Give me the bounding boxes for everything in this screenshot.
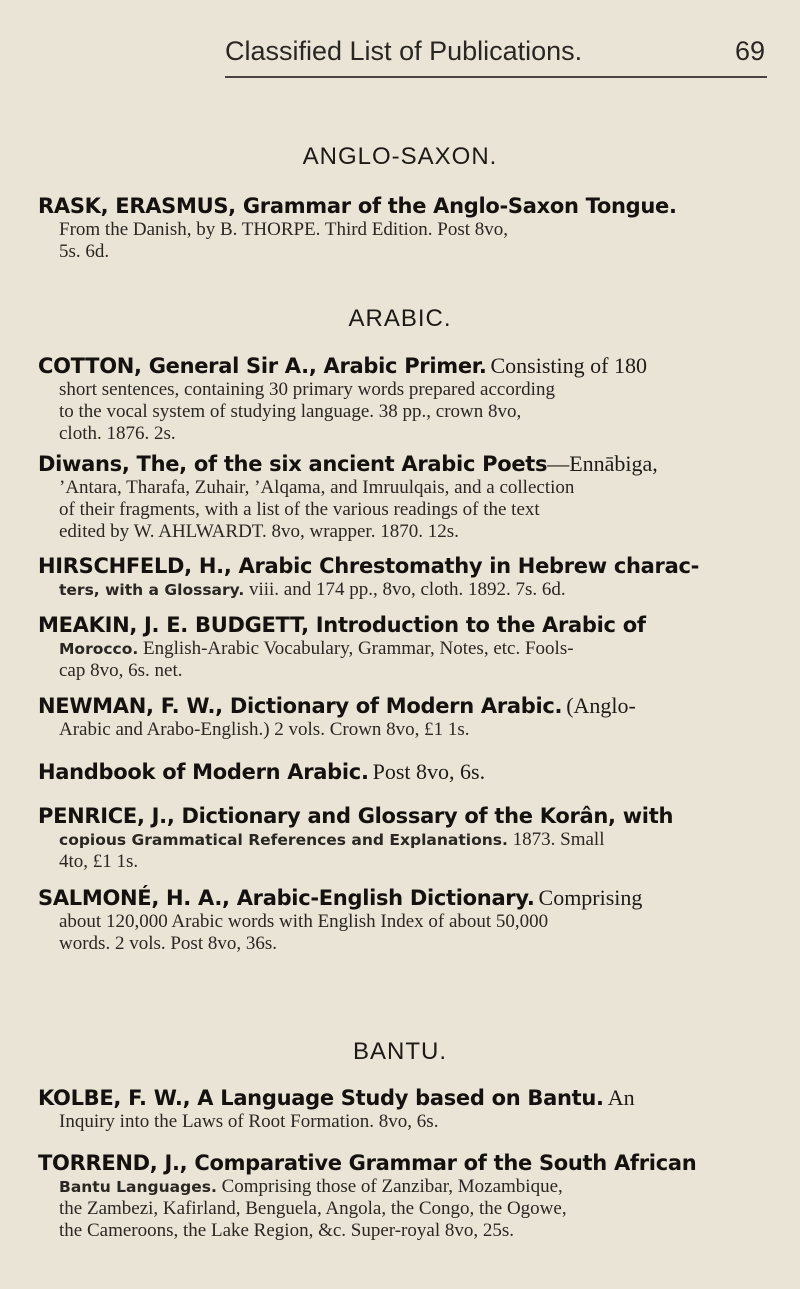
entry-heading-tail: Post 8vo, 6s. (372, 759, 486, 784)
entry-heading-tail: (Anglo- (566, 693, 636, 718)
running-head (225, 34, 765, 68)
entry-heading: KOLBE, F. W., A Language Study based on Bantu. (38, 1086, 604, 1110)
entry-handbook (38, 759, 766, 785)
entry-line: 1873. Small (507, 829, 605, 850)
entry-line-bold: ters, with a Glossary. (59, 581, 245, 599)
section-heading-bantu: BANTU. (352, 1038, 447, 1065)
entry-kolbe (38, 1085, 766, 1133)
entry-heading: SALMONÉ, H. A., Arabic-English Dictionary. (38, 886, 535, 910)
entry-line: English-Arabic Vocabulary, Grammar, Notes, etc. Fools- (138, 638, 574, 659)
entry-line: the Zambezi, Kafirland, Benguela, Angola, the Congo, the Ogowe, (59, 1198, 567, 1219)
entry-line: Comprising those of Zanzibar, Mozambique, (216, 1176, 563, 1197)
entry-line: to the vocal system of studying language. 38 pp., crown 8vo, (59, 401, 522, 422)
entry-line: words. 2 vols. Post 8vo, 36s. (59, 933, 277, 954)
entry-penrice (38, 803, 766, 873)
entry-torrend (38, 1150, 766, 1242)
entry-heading: TORREND, J., Comparative Grammar of the South African (38, 1151, 697, 1175)
running-head-title: Classified List of Publications. (225, 36, 583, 66)
page-number: 69 (734, 36, 765, 66)
entry-heading-tail: Consisting of 180 (490, 353, 647, 378)
entry-heading-tail: —Ennābiga, (547, 451, 658, 476)
entry-line: the Cameroons, the Lake Region, &c. Super-royal 8vo, 25s. (59, 1220, 514, 1241)
entry-heading: Diwans, The, of the six ancient Arabic Poets (38, 452, 548, 476)
entry-line: Inquiry into the Laws of Root Formation. 8vo, 6s. (59, 1111, 439, 1132)
section-heading-anglo-saxon: ANGLO-SAXON. (302, 143, 498, 170)
entry-line: cap 8vo, 6s. net. (59, 660, 183, 681)
section-heading-arabic: ARABIC. (348, 305, 452, 332)
entry-line-bold: copious Grammatical References and Explanations. (59, 831, 508, 849)
header-rule (225, 76, 767, 78)
entry-line: cloth. 1876. 2s. (59, 423, 176, 444)
entry-cotton (38, 353, 766, 445)
entry-heading: HIRSCHFELD, H., Arabic Chrestomathy in Hebrew charac- (38, 554, 700, 578)
entry-line: viii. and 174 pp., 8vo, cloth. 1892. 7s. 6d. (244, 579, 566, 600)
entry-rask (38, 193, 766, 263)
entry-line: short sentences, containing 30 primary words prepared according (59, 379, 555, 400)
entry-line: 4to, £1 1s. (59, 851, 139, 872)
entry-diwans (38, 451, 766, 543)
entry-line: about 120,000 Arabic words with English Index of about 50,000 (59, 911, 549, 932)
entry-heading-tail: Comprising (538, 885, 643, 910)
entry-salmone (38, 885, 766, 955)
entry-heading: MEAKIN, J. E. BUDGETT, Introduction to the Arabic of (38, 613, 646, 637)
entry-line: ’Antara, Tharafa, Zuhair, ’Alqama, and Imruulqais, and a collection (59, 477, 575, 498)
entry-line: of their fragments, with a list of the various readings of the text (59, 499, 540, 520)
entry-heading: RASK, ERASMUS, Grammar of the Anglo-Saxon Tongue. (38, 194, 677, 218)
entry-heading-tail: An (607, 1085, 635, 1110)
entry-line-bold: Morocco. (59, 640, 139, 658)
entry-heading: Handbook of Modern Arabic. (38, 760, 369, 784)
entry-line: Arabic and Arabo-English.) 2 vols. Crown 8vo, £1 1s. (59, 719, 470, 740)
entry-line: edited by W. AHLWARDT. 8vo, wrapper. 1870. 12s. (59, 521, 459, 542)
entry-line-bold: Bantu Languages. (59, 1178, 217, 1196)
entry-heading: COTTON, General Sir A., Arabic Primer. (38, 354, 487, 378)
entry-heading: PENRICE, J., Dictionary and Glossary of the Korân, with (38, 804, 674, 828)
entry-heading: NEWMAN, F. W., Dictionary of Modern Arabic. (38, 694, 563, 718)
entry-hirschfeld (38, 553, 766, 601)
entry-line: From the Danish, by B. THORPE. Third Edition. Post 8vo, (59, 219, 508, 240)
entry-line: 5s. 6d. (59, 241, 110, 262)
entry-meakin (38, 612, 766, 682)
entry-newman (38, 693, 766, 741)
